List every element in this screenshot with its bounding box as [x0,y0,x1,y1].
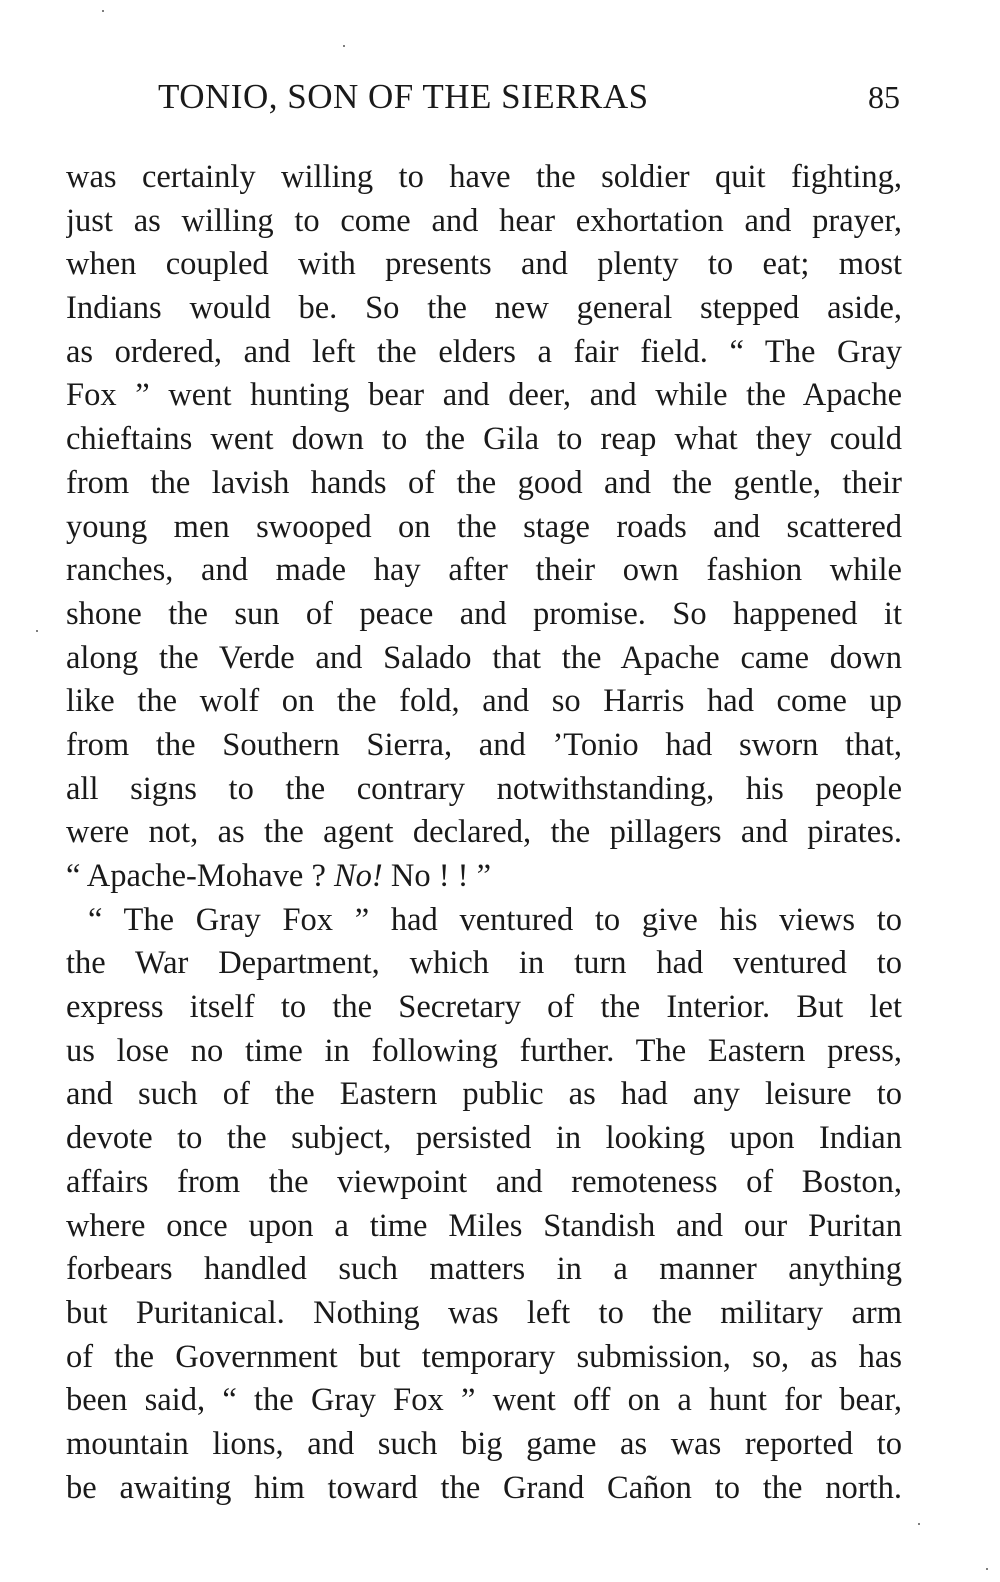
text-line: shone the sun of peace and promise. So happened it [66,595,902,632]
page-number: 85 [868,79,900,115]
text-line: and such of the Eastern public as had any leisure to [66,1076,902,1113]
text-line: the War Department, which in turn had ventured to [66,945,902,982]
running-title: TONIO, SON OF THE SIERRAS [158,77,649,116]
print-speck [343,45,345,47]
text-line: been said, “ the Gray Fox ” went off on a hunt for bear, [66,1382,902,1419]
quote-italic: No! [334,858,383,894]
quote-close: No ! ! ” [382,858,492,894]
paragraph-2 [66,899,902,1511]
text-line: be awaiting him toward the Grand Cañon to the north. [66,1469,902,1506]
text-line: where once upon a time Miles Standish and our Puritan [66,1207,902,1244]
text-line: chieftains went down to the Gila to reap what they could [66,421,902,458]
text-line: of the Government but temporary submission, so, as has [66,1338,902,1375]
text-line: “ The Gray Fox ” had ventured to give his views to [88,901,902,938]
paragraph-1 [66,156,902,899]
text-line: as ordered, and left the elders a fair field. “ The Gray [66,333,902,370]
quote-line [66,855,902,899]
print-speck [102,10,104,12]
text-line: were not, as the agent declared, the pillagers and pirates. [66,814,902,851]
text-line: just as willing to come and hear exhortation and prayer, [66,202,902,239]
text-line: express itself to the Secretary of the Interior. But let [66,989,902,1026]
text-line: Fox ” went hunting bear and deer, and while the Apache [66,377,902,414]
text-line: young men swooped on the stage roads and scattered [66,508,902,545]
text-line: devote to the subject, persisted in looking upon Indian [66,1120,902,1157]
text-line: all signs to the contrary notwithstanding, his people [66,770,902,807]
text-line: was certainly willing to have the soldier quit fighting, [66,159,902,195]
print-speck [918,1523,920,1525]
quote-open: “ Apache-Mohave ? [66,858,334,894]
text-line: from the lavish hands of the good and the gentle, their [66,464,902,501]
text-line: affairs from the viewpoint and remoteness of Boston, [66,1163,902,1200]
text-line: us lose no time in following further. The Eastern press, [66,1032,902,1069]
text-line: like the wolf on the fold, and so Harris had come up [66,683,902,720]
text-line: mountain lions, and such big game as was reported to [66,1425,902,1462]
print-speck [36,630,38,632]
text-line: when coupled with presents and plenty to eat; most [66,246,902,283]
text-line: from the Southern Sierra, and ’Tonio had sworn that, [66,726,902,763]
text-line: along the Verde and Salado that the Apache came down [66,639,902,676]
body-text [66,156,902,1510]
text-line: Indians would be. So the new general stepped aside, [66,290,902,327]
print-speck [986,1568,988,1570]
text-line: ranches, and made hay after their own fashion while [66,552,902,589]
text-line: but Puritanical. Nothing was left to the military arm [66,1294,902,1331]
text-line: forbears handled such matters in a manner anything [66,1251,902,1288]
page-header [158,72,900,122]
